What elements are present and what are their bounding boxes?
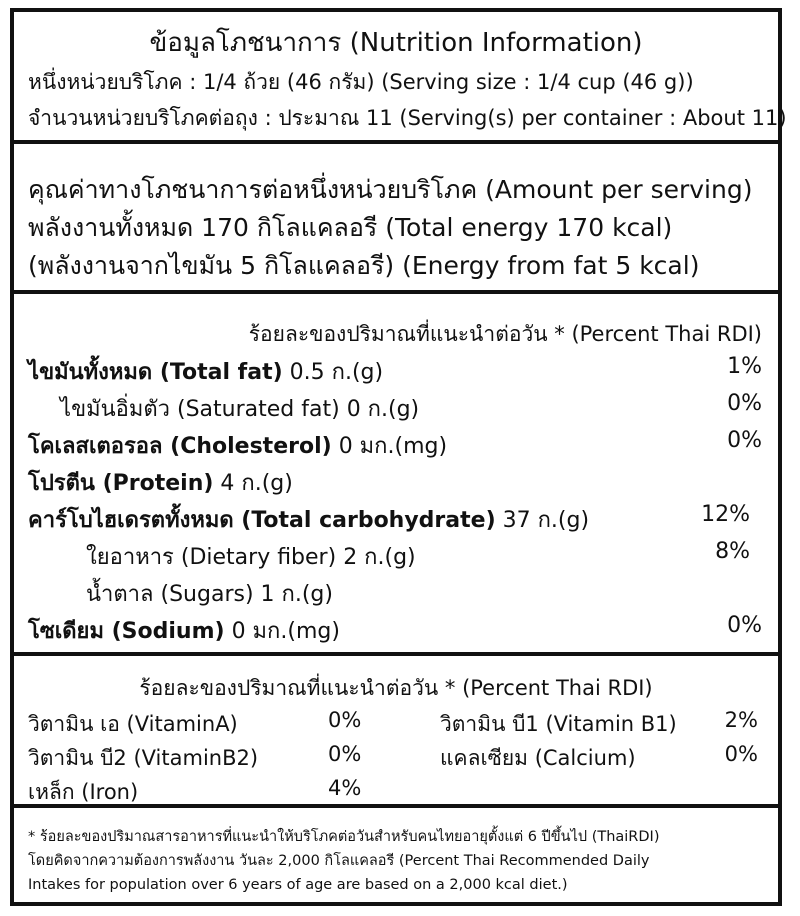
energy-section: [14, 144, 778, 294]
nutrient-amount: 37 ก.(g): [502, 508, 590, 533]
nutrient-amount: 0 มก.(mg): [338, 434, 448, 459]
servings-per-container: จำนวนหน่วยบริโภคต่อถุง : ประมาณ 11 (Serving(s) per container : About 11): [28, 106, 787, 130]
nutrient-name: โคเลสเตอรอล (Cholesterol): [28, 434, 332, 459]
nutrient-row-dietary-fiber: [86, 539, 416, 574]
nutrient-name: ไขมันทั้งหมด (Total fat): [28, 360, 283, 385]
nutrient-amount: 0 ก.(g): [346, 397, 420, 422]
nutrient-name: น้ำตาล (Sugars): [86, 582, 254, 607]
label-title: ข้อมูลโภชนาการ (Nutrition Information): [149, 28, 643, 58]
nutrient-percent: 0%: [727, 391, 762, 416]
nutrient-percent: 0%: [727, 613, 762, 638]
energy-from-fat: (พลังงานจากไขมัน 5 กิโลแคลอรี) (Energy from fat 5 kcal): [28, 251, 700, 280]
nutrient-amount: 2 ก.(g): [343, 545, 416, 570]
nutrition-label: [10, 8, 787, 906]
rdi-header: ร้อยละของปริมาณที่แนะนำต่อวัน * (Percent Thai RDI): [248, 322, 762, 346]
nutrients-section: [14, 294, 778, 656]
footnote-section: [14, 808, 778, 904]
vitamins-section: [14, 656, 778, 808]
nutrient-row-saturated-fat: [60, 391, 419, 426]
nutrient-name: ใยอาหาร (Dietary fiber): [86, 545, 337, 570]
nutrient-amount: 0.5 ก.(g): [289, 360, 384, 385]
total-energy: พลังงานทั้งหมด 170 กิโลแคลอรี (Total energy 170 kcal): [28, 213, 673, 242]
nutrient-percent: 0%: [727, 428, 762, 453]
serving-size: หนึ่งหน่วยบริโภค : 1/4 ถ้วย (46 กรัม) (Serving size : 1/4 cup (46 g)): [28, 70, 694, 94]
footnote-line: โดยคิดจากความต้องการพลังงาน วันละ 2,000 กิโลแคลอรี (Percent Thai Recommended Daily: [28, 853, 650, 869]
vitamins-rdi-header: ร้อยละของปริมาณที่แนะนำต่อวัน * (Percent Thai RDI): [139, 676, 653, 700]
nutrient-amount: 4 ก.(g): [220, 471, 293, 496]
nutrient-percent: 8%: [715, 539, 750, 564]
footnote-line: * ร้อยละของปริมาณสารอาหารที่แนะนำให้บริโภคต่อวันสำหรับคนไทยอายุตั้งแต่ 6 ปีขึ้นไป (ThaiRDI): [28, 829, 660, 845]
vitamin-name: วิตามิน บี2 (VitaminB2): [28, 746, 259, 770]
nutrient-row-cholesterol: [28, 428, 447, 463]
nutrient-amount: 0 มก.(mg): [231, 619, 340, 644]
nutrient-name: ไขมันอิ่มตัว (Saturated fat): [60, 397, 340, 422]
nutrient-amount: 1 ก.(g): [260, 582, 333, 607]
nutrient-name: โซเดียม (Sodium): [28, 619, 225, 644]
nutrient-percent: 12%: [701, 502, 750, 527]
vitamin-name: วิตามิน เอ (VitaminA): [28, 712, 238, 736]
vitamin-percent: 4%: [328, 776, 362, 800]
nutrient-row-total-fat: [28, 354, 383, 389]
vitamin-name: แคลเซียม (Calcium): [440, 746, 636, 770]
vitamin-name: เหล็ก (Iron): [28, 780, 139, 804]
header-section: [14, 12, 787, 144]
footnote-line: Intakes for population over 6 years of age are based on a 2,000 kcal diet.): [28, 877, 568, 893]
nutrient-percent: 1%: [727, 354, 762, 379]
vitamin-percent: 0%: [724, 742, 758, 766]
nutrient-row-protein: [28, 465, 293, 500]
amount-per-serving: คุณค่าทางโภชนาการต่อหนึ่งหน่วยบริโภค (Amount per serving): [28, 175, 753, 204]
vitamin-name: วิตามิน บี1 (Vitamin B1): [440, 712, 677, 736]
vitamin-percent: 0%: [328, 742, 362, 766]
nutrient-row-sugars: [86, 576, 333, 611]
vitamin-percent: 0%: [328, 708, 362, 732]
vitamin-percent: 2%: [724, 708, 758, 732]
nutrient-name: โปรตีน (Protein): [28, 471, 214, 496]
nutrient-row-sodium: [28, 613, 340, 648]
nutrient-name: คาร์โบไฮเดรตทั้งหมด (Total carbohydrate): [28, 508, 496, 533]
nutrient-row-total-carbohydrate: [28, 502, 589, 537]
